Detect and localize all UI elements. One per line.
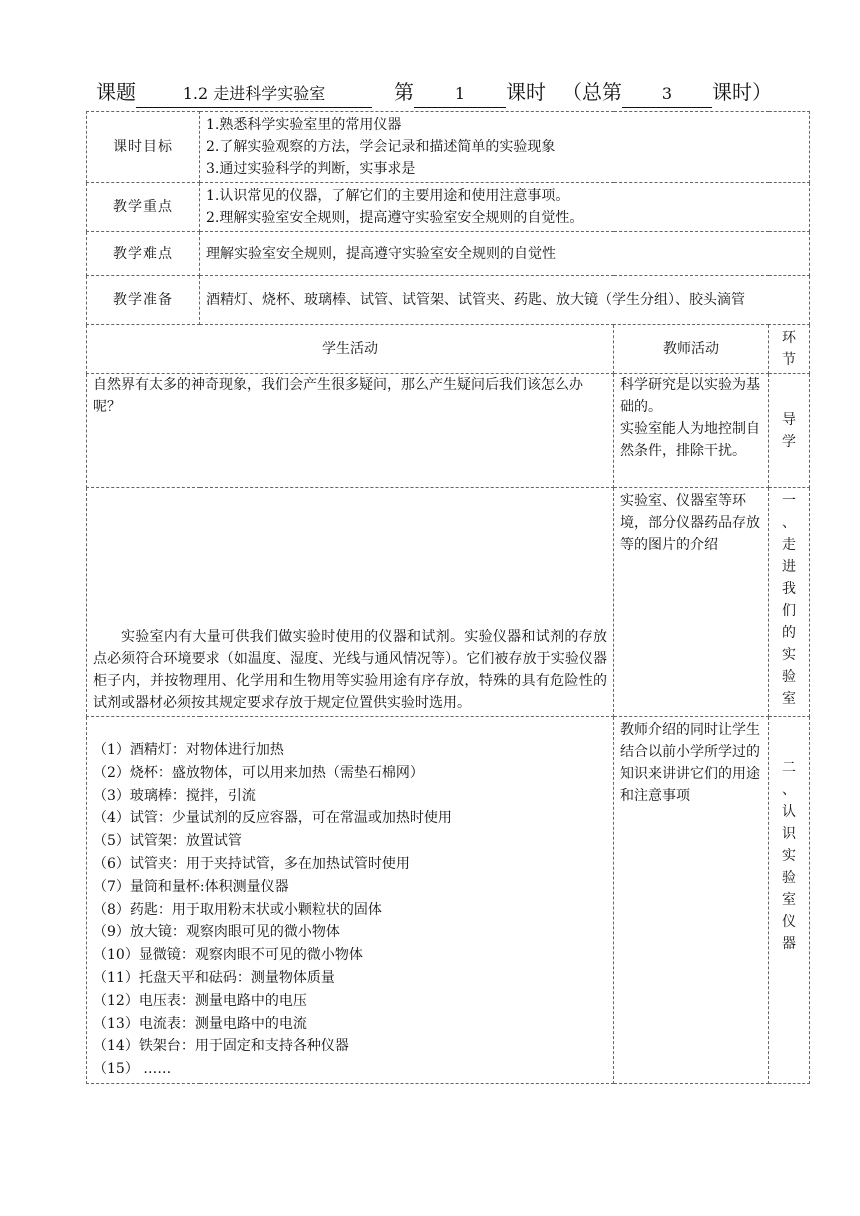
instrument-item: （10）显微镜：观察肉眼不可见的微小物体: [93, 947, 363, 964]
instrument-item: （7）量筒和量杯:体积测量仪器: [93, 878, 289, 895]
lab-student-activity: 实验室内有大量可供我们做实验时使用的仪器和试剂。实验仪器和试剂的存放点必须符合环境要求（如温度、湿度、光线与通风情况等）。它们被存放于实验仪器柜子内，并按物理用、化学用和生物用等实验用途有序存放，特殊的具有危险性的试剂或器材必须按其规定要求存放于规定位置供实验时选用。: [87, 488, 614, 717]
instrument-item: （9）放大镜：观察肉眼可见的微小物体: [93, 924, 340, 941]
row-focus: [87, 183, 810, 232]
period-suffix: 课时: [506, 80, 546, 104]
instrument-item: （3）玻璃棒：搅拌，引流: [93, 787, 256, 804]
instrument-item: （15） ……: [93, 1061, 172, 1078]
instrument-item: （6）试管夹：用于夹持试管，多在加热试管时使用: [93, 855, 410, 872]
lesson-plan-table: [86, 111, 810, 1084]
section-row-lab: [87, 488, 810, 717]
goal-item: 3.通过实验科学的判断，实事求是: [206, 161, 416, 177]
instrument-item: （14）铁架台：用于固定和支持各种仪器: [93, 1038, 349, 1055]
goal-item: 2.了解实验观察的方法，学会记录和描述简单的实验现象: [206, 139, 556, 155]
goal-item: 1.熟悉科学实验室里的常用仪器: [206, 117, 402, 133]
lab-teacher-activity: 实验室、仪器室等环境，部分仪器药品存放等的图片的介绍: [614, 488, 769, 717]
section-row-intro: [87, 374, 810, 488]
focus-item: 1.认识常见的仪器，了解它们的主要用途和使用注意事项。: [206, 188, 570, 204]
focus-label: 教学重点: [87, 183, 200, 232]
focus-item: 2.理解实验室安全规则，提高遵守实验室安全规则的自觉性。: [206, 210, 584, 226]
topic-value: 1.2 走进科学实验室: [136, 81, 372, 108]
row-difficulty: [87, 232, 810, 276]
period-value: 1: [414, 81, 506, 108]
instrument-item: （11）托盘天平和砝码：测量物体质量: [93, 969, 335, 986]
section-header: 环 节: [769, 325, 810, 374]
instrument-item: （13）电流表：测量电路中的电流: [93, 1015, 307, 1032]
instruments-teacher-activity: 教师介绍的同时让学生结合以前小学所学过的知识来讲讲它们的用途和注意事项: [614, 717, 769, 1084]
total-value: 3: [622, 81, 712, 108]
row-prep: [87, 276, 810, 325]
difficulty-label: 教学难点: [87, 232, 200, 276]
instruments-section-label: 二 、 认 识 实 验 室 仪 器: [769, 717, 810, 1084]
goals-content: [200, 112, 810, 183]
instrument-item: （8）药匙：用于取用粉末状或小颗粒状的固体: [93, 901, 382, 918]
instruments-student-activity: [87, 717, 614, 1084]
difficulty-content: 理解实验室安全规则，提高遵守实验室安全规则的自觉性: [200, 232, 810, 276]
prep-label: 教学准备: [87, 276, 200, 325]
prep-content: 酒精灯、烧杯、玻璃棒、试管、试管架、试管夹、药匙、放大镜（学生分组）、胶头滴管: [200, 276, 810, 325]
instrument-item: （5）试管架：放置试管: [93, 833, 242, 850]
intro-section-label: 导 学: [769, 374, 810, 488]
instrument-item: （1）酒精灯：对物体进行加热: [93, 742, 284, 758]
intro-teacher-activity: 科学研究是以实验为基础的。 实验室能人为地控制自然条件，排除干扰。: [614, 374, 769, 488]
intro-student-activity: 自然界有太多的神奇现象，我们会产生很多疑问，那么产生疑问后我们该怎么办呢？: [87, 374, 614, 488]
teacher-activity-header: 教师活动: [614, 325, 769, 374]
section-row-instruments: [87, 717, 810, 1084]
activity-header-row: [87, 325, 810, 374]
focus-content: [200, 183, 810, 232]
lesson-title-line: [96, 78, 806, 108]
total-suffix: 课时）: [712, 80, 772, 104]
goals-label: 课时目标: [87, 112, 200, 183]
lab-section-label: 一 、 走 进 我 们 的 实 验 室: [769, 488, 810, 717]
total-prefix: （总第: [562, 80, 622, 104]
instrument-item: （2）烧杯：盛放物体，可以用来加热（需垫石棉网）: [93, 764, 424, 781]
row-goals: [87, 112, 810, 183]
student-activity-header: 学生活动: [87, 325, 614, 374]
instrument-item: （12）电压表：测量电路中的电压: [93, 992, 307, 1009]
topic-label: 课题: [96, 80, 136, 104]
instrument-item: （4）试管：少量试剂的反应容器，可在常温或加热时使用: [93, 810, 452, 827]
period-prefix: 第: [394, 80, 414, 104]
